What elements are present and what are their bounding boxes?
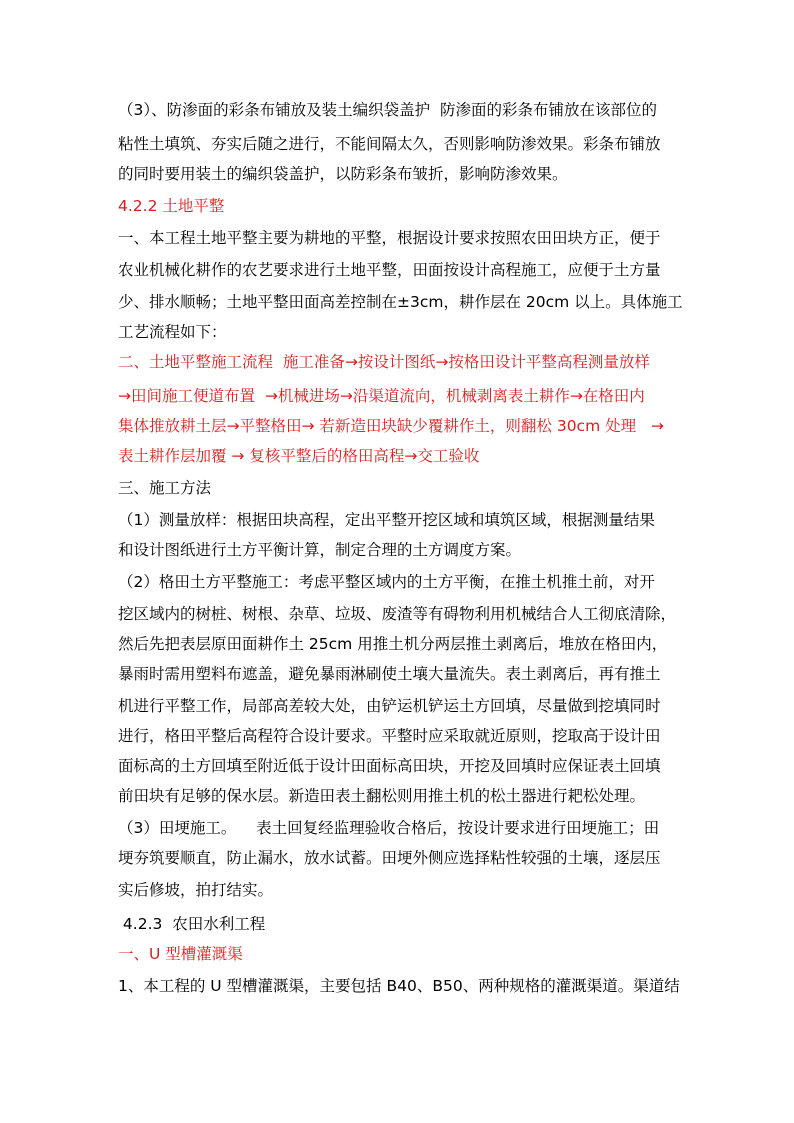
- text-line: 1、本工程的 U 型槽灌溉渠，主要包括 B40、B50、两种规格的灌溉渠道。渠道结: [118, 977, 680, 995]
- text-line: 4.2.3 农田水利工程: [118, 915, 266, 933]
- text-line: （3）、防渗面的彩条布铺放及装土编织袋盖护 防渗面的彩条布铺放在该部位的: [118, 101, 657, 119]
- heading-line: 一、U 型槽灌溉渠: [118, 945, 243, 963]
- heading-line: 集体推放耕土层→平整格田→ 若新造田块缺少覆耕作土，则翻松 30cm 处理 →: [118, 417, 664, 435]
- heading-line: 表土耕作层加覆 → 复核平整后的格田高程→交工验收: [118, 447, 480, 465]
- heading-line: 4.2.2 土地平整: [118, 197, 225, 215]
- text-line: （3）田埂施工。 表土回复经监理验收合格后，按设计要求进行田埂施工；田: [118, 819, 660, 837]
- text-line: 前田块有足够的保水层。新造田表土翻松则用推土机的松土器进行耙松处理。: [118, 787, 646, 805]
- text-line: 暴雨时需用塑料布遮盖，避免暴雨淋刷使土壤大量流失。表土剥离后，再有推土: [118, 665, 661, 683]
- text-line: 挖区域内的树桩、树根、杂草、垃圾、废渣等有碍物利用机械结合人工彻底清除，: [118, 605, 677, 623]
- text-line: 实后修坡，拍打结实。: [118, 881, 274, 899]
- heading-line: →田间施工便道布置 →机械进场→沿渠道流向，机械剥离表土耕作→在格田内: [118, 387, 645, 405]
- text-line: 三、施工方法: [118, 479, 212, 497]
- text-line: 的同时要用装土的编织袋盖护，以防彩条布皱折，影响防渗效果。: [118, 165, 568, 183]
- text-line: 进行，格田平整后高程符合设计要求。平整时应采取就近原则，挖取高于设计田: [118, 727, 661, 745]
- text-line: 面标高的土方回填至附近低于设计田面标高田块，开挖及回填时应保证表土回填: [118, 757, 661, 775]
- text-line: 和设计图纸进行土方平衡计算，制定合理的土方调度方案。: [118, 541, 522, 559]
- text-line: 然后先把表层原田面耕作土 25cm 用推土机分两层推土剥离后，堆放在格田内，: [118, 635, 668, 653]
- text-line: 粘性土填筑、夯实后随之进行，不能间隔太久，否则影响防渗效果。彩条布铺放: [118, 135, 661, 153]
- text-line: 机进行平整工作，局部高差较大处，由铲运机铲运土方回填，尽量做到挖填同时: [118, 697, 661, 715]
- heading-line: 二、土地平整施工流程 施工准备→按设计图纸→按格田设计平整高程测量放样: [118, 353, 650, 371]
- text-line: 少、排水顺畅；土地平整田面高差控制在±3cm，耕作层在 20cm 以上。具体施工: [118, 293, 683, 311]
- text-line: 工艺流程如下：: [118, 323, 227, 341]
- text-line: 农业机械化耕作的农艺要求进行土地平整，田面按设计高程施工，应便于土方量: [118, 261, 661, 279]
- text-line: （2）格田土方平整施工：考虑平整区域内的土方平衡，在推土机推土前，对开: [118, 573, 655, 591]
- text-line: 一、本工程土地平整主要为耕地的平整，根据设计要求按照农田田块方正，便于: [118, 229, 661, 247]
- text-line: （1）测量放样：根据田块高程，定出平整开挖区域和填筑区域，根据测量结果: [118, 511, 655, 529]
- text-line: 埂夯筑要顺直，防止漏水，放水试蓄。田埂外侧应选择粘性较强的土壤，逐层压: [118, 849, 661, 867]
